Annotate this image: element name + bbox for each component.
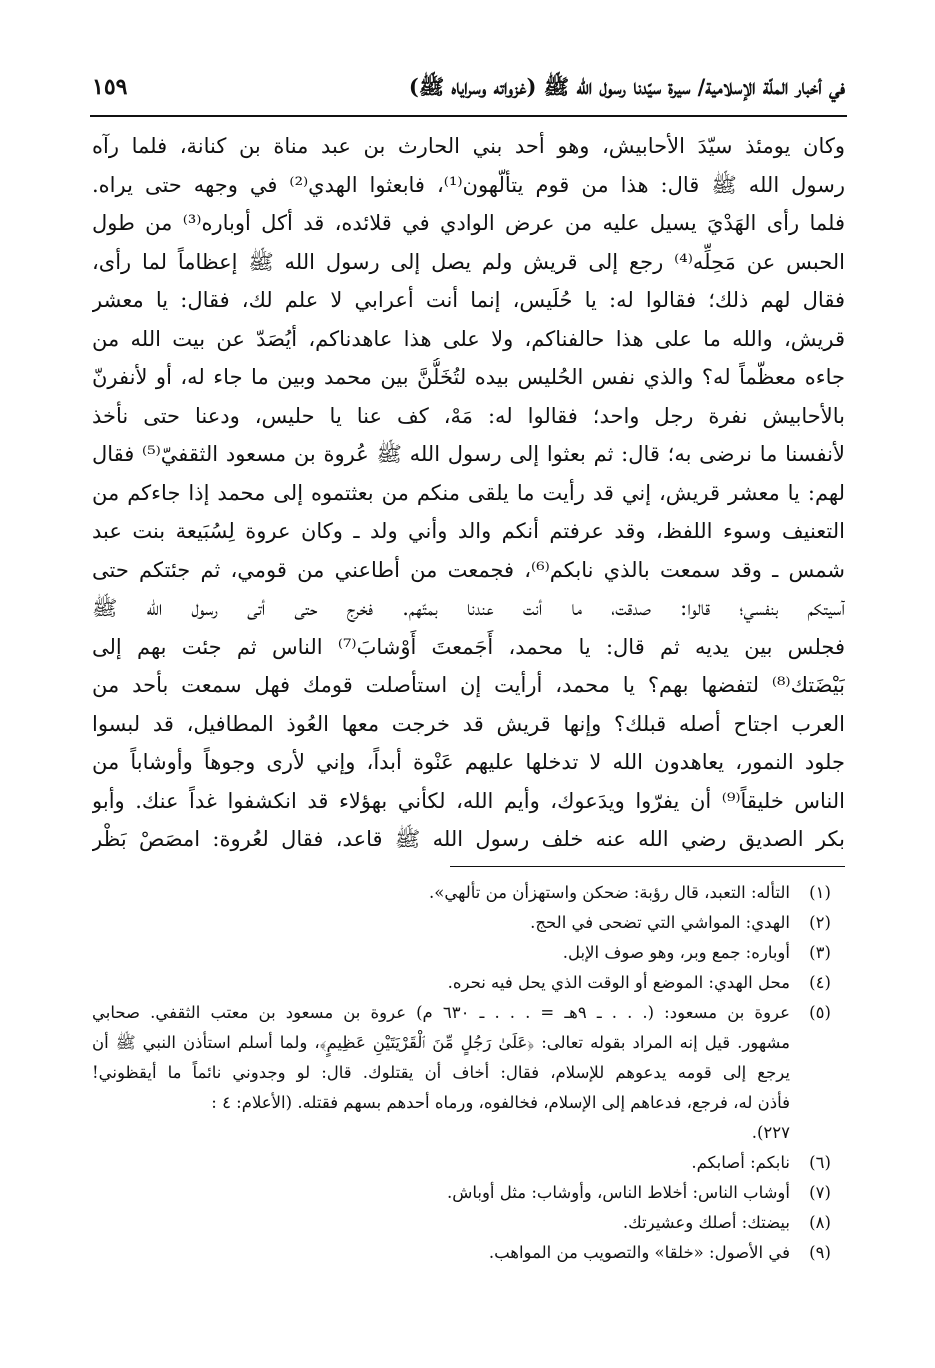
text-line: العرب اجتاح أصله قبلك؟ وإنها قريش قد خرجت معها العُوذ المطافيل، قد لبسوا [92,711,845,736]
footnote-number: (٦) [809,1153,831,1172]
text-line: فقال لهم ذلك؛ فقالوا له: يا حُلَيس، إنما أنت أعرابي لا علم لك، فقال: يا معشر [92,288,845,312]
footnotes [92,878,842,1268]
text-line: قريش، والله ما على هذا حالفناكم، ولا على هذا عاهدناكم، أيُصَدّ عن بيت الله من [92,326,845,351]
footnote-divider [450,866,845,867]
footnote-number: (٩) [809,1243,831,1262]
footnote-text: في الأصول: «خلقا» والتصويب من المواهب. [488,1243,790,1262]
footnote [92,1148,842,1178]
footnote [92,1178,842,1208]
text-line: لهم: يا معشر قريش، إني قد رأيت ما يلقى منكم من بعثتموه إلى محمد إذا جاءكم من [92,480,845,505]
footnote-number: (٣) [809,943,831,962]
main-text [92,127,845,859]
footnote-number: (٨) [809,1213,831,1232]
footnote-text: نابكم: أصابكم. [691,1153,790,1172]
text-line: آسيتكم بنفسي؛ قالوا: صدقت، ما أنت عندنا بمتّهم. فخرج حتى أتى رسول الله ﷺ [92,596,845,620]
footnote-text: عروة بن مسعود: (. . . ـ ٩هـ = . . . ـ ٦٣٠ م) عروة بن مسعود بن معتب الثقفي. صحابي [92,1003,790,1022]
footnote-number: (٤) [809,973,831,992]
text-line: شمس ـ وقد سمعت بالذي نابكم⁽⁶⁾، فجمعت من أطاعني من قومي، ثم جئتكم حتى [92,557,845,582]
footnote [92,908,842,938]
footnote-number: (٥) [809,1003,831,1022]
footnote-text: الهدي: المواشي التي تضحى في الحج. [530,913,790,932]
footnote [92,968,842,998]
text-line: الحبس عن مَحِلِّه⁽⁴⁾ رجع إلى قريش ولم يصل إلى رسول الله ﷺ إعظاماً لما رأى، [92,249,845,274]
text-line: وكان يومئذ سيّدَ الأحابيش، وهو أحد بني الحارث بن عبد مناة بن كنانة، فلما رآه [92,134,845,158]
footnote-text: محل الهدي: الموضع أو الوقت الذي يحل فيه نحره. [447,973,790,992]
text-line: بَيْضَتك⁽⁸⁾ لتفضها بهم؟ يا محمد، أرأيت إن استأصلت قومك فهل سمعت بأحد من [92,673,845,697]
footnote-text: يرجع إلى قومه يدعوهم للإسلام، فقال: أخاف أن يقتلوك. قال: لو وجدوني نائماً ما أيقظوني! [92,1063,790,1082]
text-line: لأنفسنا ما نرضى به؛ قال: ثم بعثوا إلى رسول الله ﷺ عُروة بن مسعود الثقفيّ⁽⁵⁾ فقال [92,442,845,466]
text-line: فجلس بين يديه ثم قال: يا محمد، أَجَمعتَ أَوْشابَ⁽⁷⁾ الناس ثم جئت بهم إلى [92,634,845,659]
text-line: فلما رأى الهَدْيَ يسيل عليه من عرض الوادي في قلائده، قد أكل أوباره⁽³⁾ من طول [92,211,845,235]
footnote-number: (١) [809,883,831,902]
footnote-text: مشهور. قيل إنه المراد بقوله تعالى: ﴿عَلَىٰ رَجُلٍ مِّنَ ٱلْقَرْيَتَيْنِ عَظِيمٍ﴾، ولما أسلم استأذن النبي ﷺ أن [92,1033,790,1052]
text-line: جلود النمور، يعاهدون الله لا تدخلها عليهم عَنْوة أبداً، وإني لأرى وجوهاً وأوشاباً من [92,750,845,774]
footnote-text: بيضتك: أصلك وعشيرتك. [622,1213,790,1232]
header-divider [90,115,847,117]
footnote-number: (٧) [809,1183,831,1202]
footnote [92,998,842,1148]
footnote [92,938,842,968]
footnote-text: التأله: التعبد، قال رؤبة: ضحكن واستهزأن من تألهي». [429,883,790,902]
running-header [92,70,845,110]
text-line: جاءه معظّماً له؟ والذي نفس الحُليس بيده لتُخَلُّنَّ بين محمد وبين ما جاء له، أو لأنفرنّ [92,365,845,389]
text-line: بالأحابيش نفرة رجل واحد؛ فقالوا له: مَهْ، كف عنا يا حليس، ودعنا حتى نأخذ [92,403,845,428]
footnote [92,878,842,908]
footnote-text: أوباره: جمع وبر، وهو صوف الإبل. [562,943,790,962]
footnote-text: فأذن له، فرجع، فدعاهم إلى الإسلام، فخالفوه، ورماه أحدهم بسهم فقتله. (الأعلام: ٤ : [211,1093,790,1112]
text-line: التعنيف وسوء اللفظ، وقد عرفتم أنكم والد وأني ولد ـ وكان عروة لِسُبَيعة بنت عبد [92,519,845,543]
footnote-text: أوشاب الناس: أخلاط الناس، وأوشاب: مثل أوباش. [446,1183,790,1202]
running-header-title: في أخبار الملّة الإسلامية/ سيرة سيّدنا رسول الله ﷺ (غزواته وسراياه ﷺ) [408,74,845,99]
text-line: الناس خليقاً⁽⁹⁾ أن يفرّوا ويدَعوك، وأيم الله، لكأني بهؤلاء قد انكشفوا غداً عنك. وأبو [92,788,845,813]
page-number: ١٥٩ [92,74,128,100]
footnote [92,1238,842,1268]
text-line: بكر الصديق رضي الله عنه خلف رسول الله ﷺ قاعد، فقال لعُروة: امصَصْ بَظْر [92,827,845,851]
footnote [92,1208,842,1238]
footnote-number: (٢) [809,913,831,932]
text-line: رسول الله ﷺ قال: هذا من قوم يتألّهون⁽¹⁾، فابعثوا الهدي⁽²⁾ في وجهه حتى يراه. [92,172,845,197]
footnote-text: ٢٢٧). [751,1123,790,1142]
